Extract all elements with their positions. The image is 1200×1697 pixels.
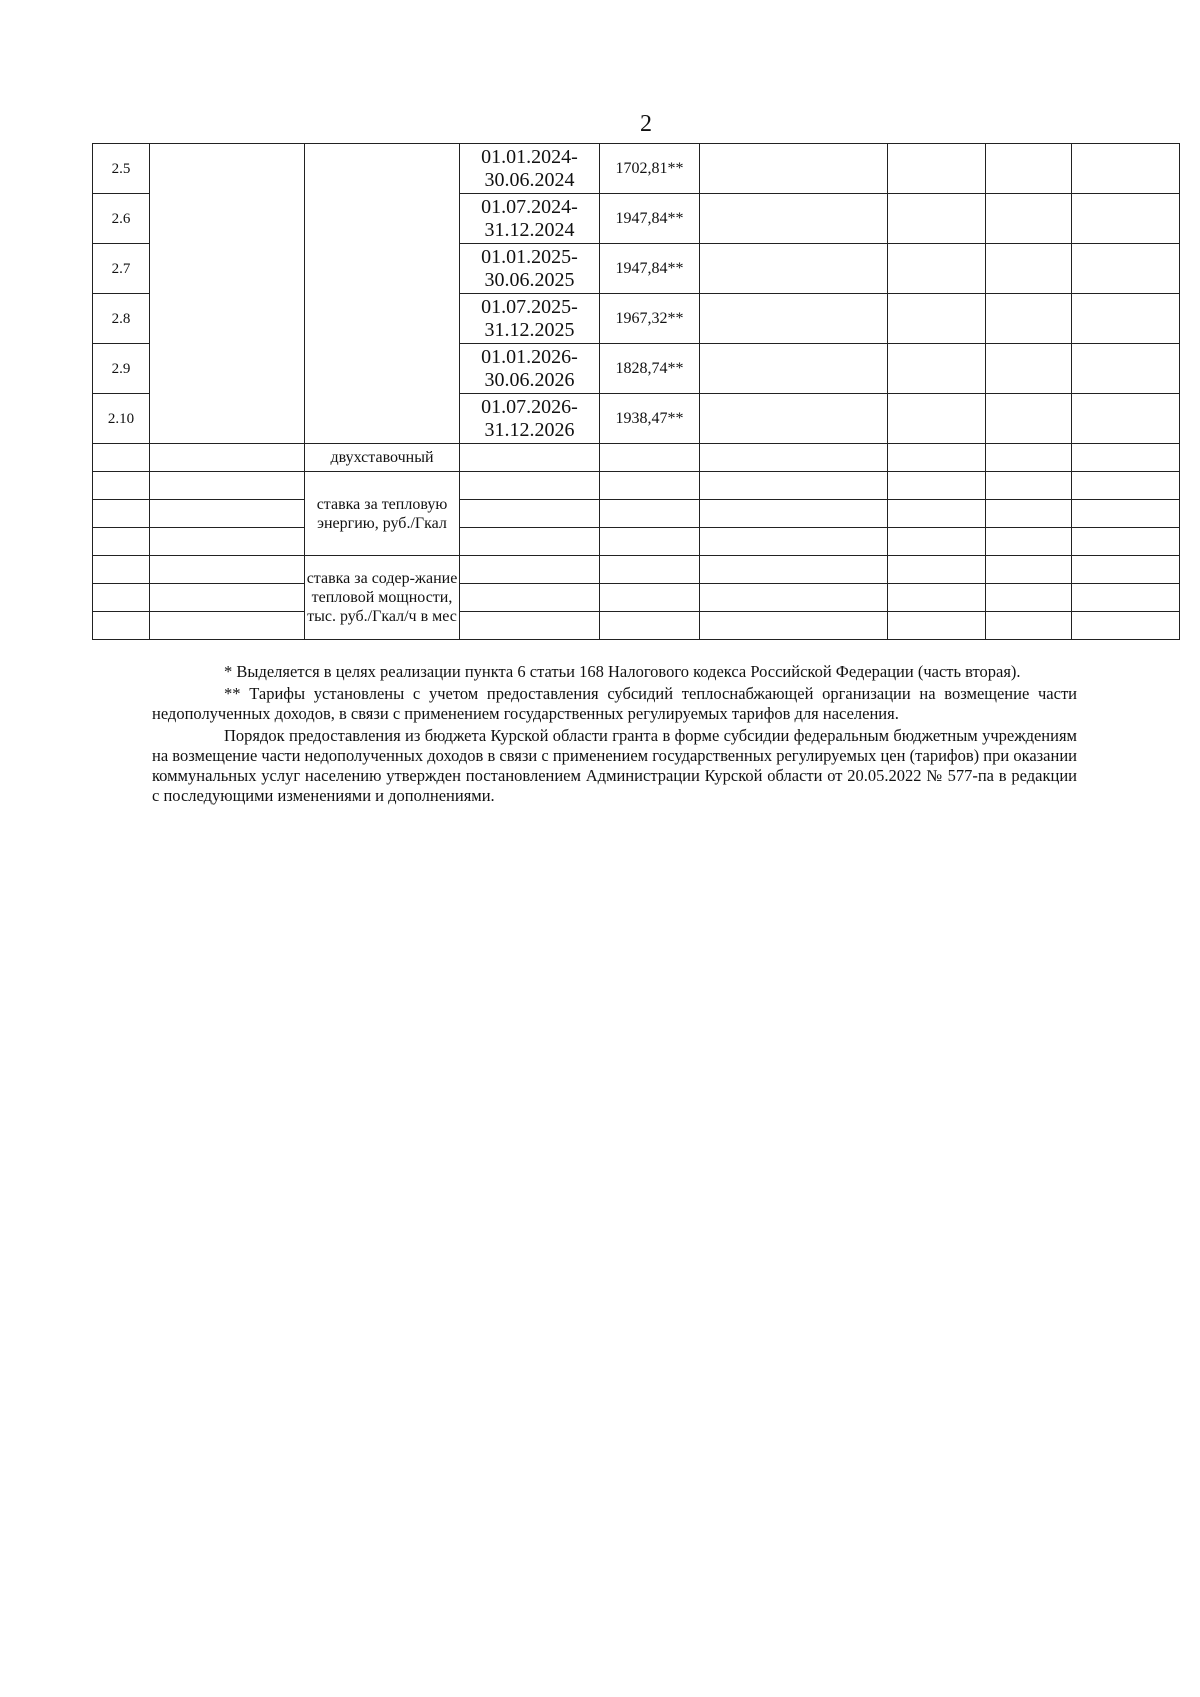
empty-cell [888, 394, 986, 444]
empty-cell [888, 444, 986, 472]
empty-cell [1072, 472, 1180, 500]
empty-cell [1072, 500, 1180, 528]
period-cell [460, 294, 600, 344]
empty-cell [986, 528, 1072, 556]
empty-cell [986, 344, 1072, 394]
empty-cell [150, 144, 305, 444]
row-number: 2.10 [93, 394, 150, 444]
empty-cell [460, 444, 600, 472]
empty-cell [700, 194, 888, 244]
empty-cell [150, 444, 305, 472]
table-row [93, 556, 1180, 584]
empty-cell [1072, 584, 1180, 612]
empty-cell [700, 344, 888, 394]
empty-cell [600, 444, 700, 472]
table-row [93, 144, 1180, 194]
row-number: 2.5 [93, 144, 150, 194]
empty-cell [93, 500, 150, 528]
empty-cell [700, 528, 888, 556]
row-number: 2.7 [93, 244, 150, 294]
table-row [93, 584, 1180, 612]
period-end: 30.06.2026 [484, 368, 575, 391]
period-start: 01.07.2026- [481, 395, 578, 418]
empty-cell [150, 500, 305, 528]
empty-cell [700, 584, 888, 612]
empty-cell [700, 556, 888, 584]
period-cell [460, 244, 600, 294]
empty-cell [460, 556, 600, 584]
empty-cell [888, 294, 986, 344]
period-end: 30.06.2024 [484, 168, 575, 191]
period-end: 30.06.2025 [484, 268, 575, 291]
capacity-rate-label: ставка за содер-жание тепловой мощности, тыс. руб./Гкал/ч в мес [305, 556, 460, 640]
empty-cell [1072, 444, 1180, 472]
empty-cell [986, 500, 1072, 528]
period-start: 01.07.2025- [481, 295, 578, 318]
empty-cell [93, 584, 150, 612]
empty-cell [700, 244, 888, 294]
empty-cell [986, 394, 1072, 444]
empty-cell [600, 472, 700, 500]
empty-cell [93, 472, 150, 500]
footnotes [152, 662, 1077, 808]
period-end: 31.12.2024 [484, 218, 575, 241]
table-row [93, 444, 1180, 472]
period-start: 01.01.2026- [481, 345, 578, 368]
table-row [93, 528, 1180, 556]
empty-cell [700, 500, 888, 528]
empty-cell [460, 612, 600, 640]
empty-cell [888, 584, 986, 612]
empty-cell [888, 528, 986, 556]
empty-cell [888, 500, 986, 528]
footnote-vat: * Выделяется в целях реализации пункта 6 статьи 168 Налогового кодекса Российской Федерации (часть вторая). [224, 662, 1021, 681]
empty-cell [600, 500, 700, 528]
empty-cell [700, 144, 888, 194]
empty-cell [150, 528, 305, 556]
tariff-value: 1938,47** [600, 394, 700, 444]
period-start: 01.01.2024- [481, 145, 578, 168]
page-number: 2 [640, 111, 652, 137]
empty-cell [986, 584, 1072, 612]
empty-cell [1072, 244, 1180, 294]
empty-cell [700, 472, 888, 500]
empty-cell [93, 556, 150, 584]
empty-cell [888, 556, 986, 584]
empty-cell [1072, 612, 1180, 640]
empty-cell [460, 528, 600, 556]
empty-cell [600, 556, 700, 584]
empty-cell [888, 612, 986, 640]
empty-cell [986, 144, 1072, 194]
empty-cell [600, 612, 700, 640]
empty-cell [888, 244, 986, 294]
empty-cell [93, 444, 150, 472]
empty-cell [986, 194, 1072, 244]
empty-cell [986, 244, 1072, 294]
empty-cell [1072, 344, 1180, 394]
empty-cell [888, 344, 986, 394]
empty-cell [1072, 144, 1180, 194]
period-cell [460, 144, 600, 194]
table-row [93, 500, 1180, 528]
tariff-value: 1828,74** [600, 344, 700, 394]
empty-cell [150, 472, 305, 500]
footnote-procedure: Порядок предоставления из бюджета Курской области гранта в форме субсидии федеральным бюджетным учреждениям на возмещение части недополученных доходов в связи с применением государственных регулируемых цен (тарифов) при оказании коммунальных услуг населению утвержден постановлением Администрации Курской области от 20.05.2022 № 577-па в редакции с последующими изменениями и дополнениями. [152, 726, 1077, 805]
period-end: 31.12.2025 [484, 318, 575, 341]
tariff-value: 1947,84** [600, 194, 700, 244]
empty-cell [460, 472, 600, 500]
empty-cell [150, 612, 305, 640]
tariff-table [92, 143, 1180, 640]
empty-cell [1072, 556, 1180, 584]
empty-cell [305, 144, 460, 444]
empty-cell [986, 294, 1072, 344]
empty-cell [1072, 194, 1180, 244]
empty-cell [986, 612, 1072, 640]
tariff-value: 1967,32** [600, 294, 700, 344]
empty-cell [986, 444, 1072, 472]
empty-cell [700, 612, 888, 640]
empty-cell [150, 584, 305, 612]
period-cell [460, 394, 600, 444]
empty-cell [700, 294, 888, 344]
empty-cell [986, 472, 1072, 500]
tariff-value: 1702,81** [600, 144, 700, 194]
empty-cell [600, 584, 700, 612]
empty-cell [1072, 528, 1180, 556]
row-number: 2.6 [93, 194, 150, 244]
period-end: 31.12.2026 [484, 418, 575, 441]
empty-cell [700, 394, 888, 444]
period-cell [460, 194, 600, 244]
period-start: 01.01.2025- [481, 245, 578, 268]
table-row [93, 472, 1180, 500]
tariff-value: 1947,84** [600, 244, 700, 294]
period-cell [460, 344, 600, 394]
empty-cell [700, 444, 888, 472]
two-rate-label: двухставочный [305, 444, 460, 472]
empty-cell [93, 528, 150, 556]
empty-cell [460, 584, 600, 612]
heat-energy-rate-label: ставка за тепловую энергию, руб./Гкал [305, 472, 460, 556]
empty-cell [93, 612, 150, 640]
empty-cell [600, 528, 700, 556]
empty-cell [1072, 394, 1180, 444]
empty-cell [888, 194, 986, 244]
row-number: 2.9 [93, 344, 150, 394]
row-number: 2.8 [93, 294, 150, 344]
empty-cell [986, 556, 1072, 584]
footnote-subsidy: ** Тарифы установлены с учетом предоставления субсидий теплоснабжающей организации на возмещение части недополученных доходов, в связи с применением государственных регулируемых тарифов для населения. [152, 684, 1077, 723]
period-start: 01.07.2024- [481, 195, 578, 218]
table-row [93, 612, 1180, 640]
empty-cell [1072, 294, 1180, 344]
empty-cell [888, 144, 986, 194]
empty-cell [460, 500, 600, 528]
empty-cell [150, 556, 305, 584]
empty-cell [888, 472, 986, 500]
